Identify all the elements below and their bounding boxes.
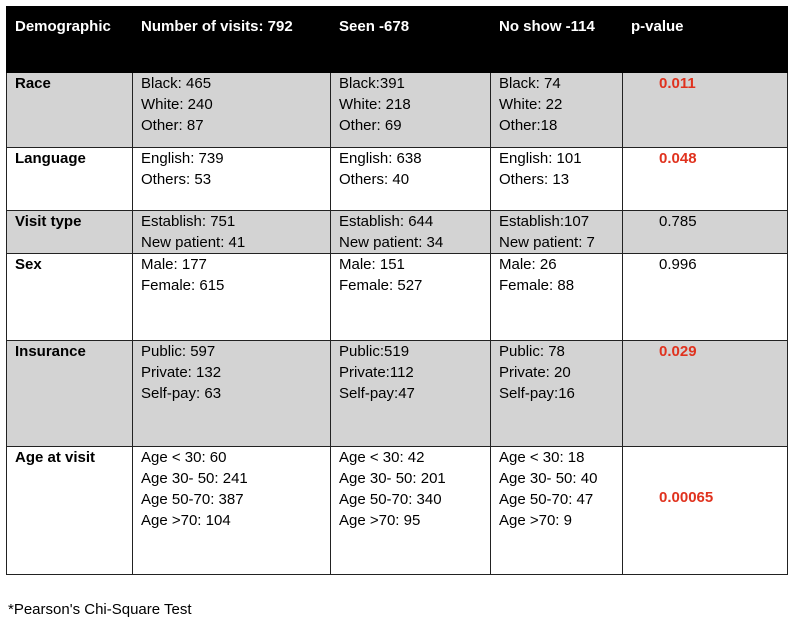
- table-row-race: [7, 73, 788, 148]
- table-row-language: [7, 148, 788, 211]
- cell-line: Public: 78: [499, 343, 565, 360]
- cell-line: Age 30- 50: 241: [141, 470, 248, 487]
- header-no-show: No show -114: [491, 7, 623, 73]
- table-row-sex: [7, 254, 788, 341]
- cell-line: Other: 87: [141, 117, 204, 134]
- noshow-cell: [491, 211, 623, 254]
- cell-line: Black: 74: [499, 75, 561, 92]
- pvalue-cell: [623, 341, 788, 447]
- seen-cell: [331, 148, 491, 211]
- cell-line: White: 218: [339, 96, 411, 113]
- cell-line: Others: 13: [499, 171, 570, 188]
- seen-cell: [331, 254, 491, 341]
- cell-line: Age >70: 104: [141, 512, 231, 529]
- cell-line: Age < 30: 60: [141, 449, 227, 466]
- visits-cell: [133, 254, 331, 341]
- noshow-cell: [491, 73, 623, 148]
- cell-line: English: 638: [339, 150, 422, 167]
- visits-cell: [133, 148, 331, 211]
- cell-line: Age >70: 95: [339, 512, 421, 529]
- cell-line: Private: 20: [499, 364, 571, 381]
- cell-line: Female: 527: [339, 277, 423, 294]
- p-value: 0.00065: [659, 489, 714, 506]
- pvalue-cell: [623, 254, 788, 341]
- cell-line: Female: 88: [499, 277, 575, 294]
- p-value: 0.011: [659, 75, 696, 92]
- cell-line: Establish: 751: [141, 213, 236, 230]
- cell-line: Black:391: [339, 75, 405, 92]
- p-value: 0.785: [659, 213, 697, 230]
- visits-cell: [133, 211, 331, 254]
- seen-cell: [331, 447, 491, 575]
- cell-line: New patient: 41: [141, 234, 246, 251]
- cell-line: Self-pay:16: [499, 385, 575, 402]
- cell-line: Age 50-70: 387: [141, 491, 244, 508]
- cell-line: Establish:107: [499, 213, 590, 230]
- cell-line: Public:519: [339, 343, 410, 360]
- cell-line: Others: 40: [339, 171, 410, 188]
- visits-cell: [133, 447, 331, 575]
- p-value: 0.048: [659, 150, 697, 167]
- footnote: *Pearson's Chi-Square Test: [8, 601, 192, 618]
- header-p-value: p-value: [623, 7, 788, 73]
- seen-cell: [331, 73, 491, 148]
- header-number-of-visits: Number of visits: 792: [133, 7, 331, 73]
- cell-line: White: 240: [141, 96, 213, 113]
- noshow-cell: [491, 447, 623, 575]
- row-label: Age at visit: [7, 447, 133, 575]
- row-label: Sex: [7, 254, 133, 341]
- table-row-insurance: [7, 341, 788, 447]
- cell-line: Others: 53: [141, 171, 212, 188]
- cell-line: Age 30- 50: 201: [339, 470, 446, 487]
- cell-line: Private: 132: [141, 364, 222, 381]
- cell-line: Private:112: [339, 364, 414, 381]
- cell-line: New patient: 7: [499, 234, 595, 251]
- cell-line: Age < 30: 18: [499, 449, 585, 466]
- cell-line: Black: 465: [141, 75, 212, 92]
- visits-cell: [133, 73, 331, 148]
- cell-line: Other: 69: [339, 117, 402, 134]
- row-label: Visit type: [7, 211, 133, 254]
- pvalue-cell: [623, 211, 788, 254]
- row-label: Language: [7, 148, 133, 211]
- cell-line: White: 22: [499, 96, 563, 113]
- seen-cell: [331, 341, 491, 447]
- cell-line: Public: 597: [141, 343, 216, 360]
- cell-line: Age 50-70: 340: [339, 491, 442, 508]
- cell-line: Male: 26: [499, 256, 557, 273]
- header-row: [7, 7, 788, 73]
- noshow-cell: [491, 341, 623, 447]
- seen-cell: [331, 211, 491, 254]
- table-row-visit-type: [7, 211, 788, 254]
- cell-line: Age < 30: 42: [339, 449, 425, 466]
- cell-line: Male: 177: [141, 256, 207, 273]
- cell-line: Age >70: 9: [499, 512, 572, 529]
- cell-line: Age 30- 50: 40: [499, 470, 598, 487]
- cell-line: English: 739: [141, 150, 224, 167]
- pvalue-cell: [623, 447, 788, 575]
- cell-line: Age 50-70: 47: [499, 491, 594, 508]
- noshow-cell: [491, 254, 623, 341]
- cell-line: Other:18: [499, 117, 558, 134]
- cell-line: Establish: 644: [339, 213, 434, 230]
- cell-line: Self-pay: 63: [141, 385, 222, 402]
- header-demographic: Demographic: [7, 7, 133, 73]
- visits-cell: [133, 341, 331, 447]
- p-value: 0.996: [659, 256, 697, 273]
- row-label: Insurance: [7, 341, 133, 447]
- pvalue-cell: [623, 73, 788, 148]
- cell-line: English: 101: [499, 150, 582, 167]
- table-row-age-at-visit: [7, 447, 788, 575]
- row-label: Race: [7, 73, 133, 148]
- demographics-table: [6, 6, 788, 575]
- cell-line: New patient: 34: [339, 234, 444, 251]
- noshow-cell: [491, 148, 623, 211]
- pvalue-cell: [623, 148, 788, 211]
- p-value: 0.029: [659, 343, 697, 360]
- cell-line: Male: 151: [339, 256, 405, 273]
- cell-line: Self-pay:47: [339, 385, 415, 402]
- header-seen: Seen -678: [331, 7, 491, 73]
- cell-line: Female: 615: [141, 277, 225, 294]
